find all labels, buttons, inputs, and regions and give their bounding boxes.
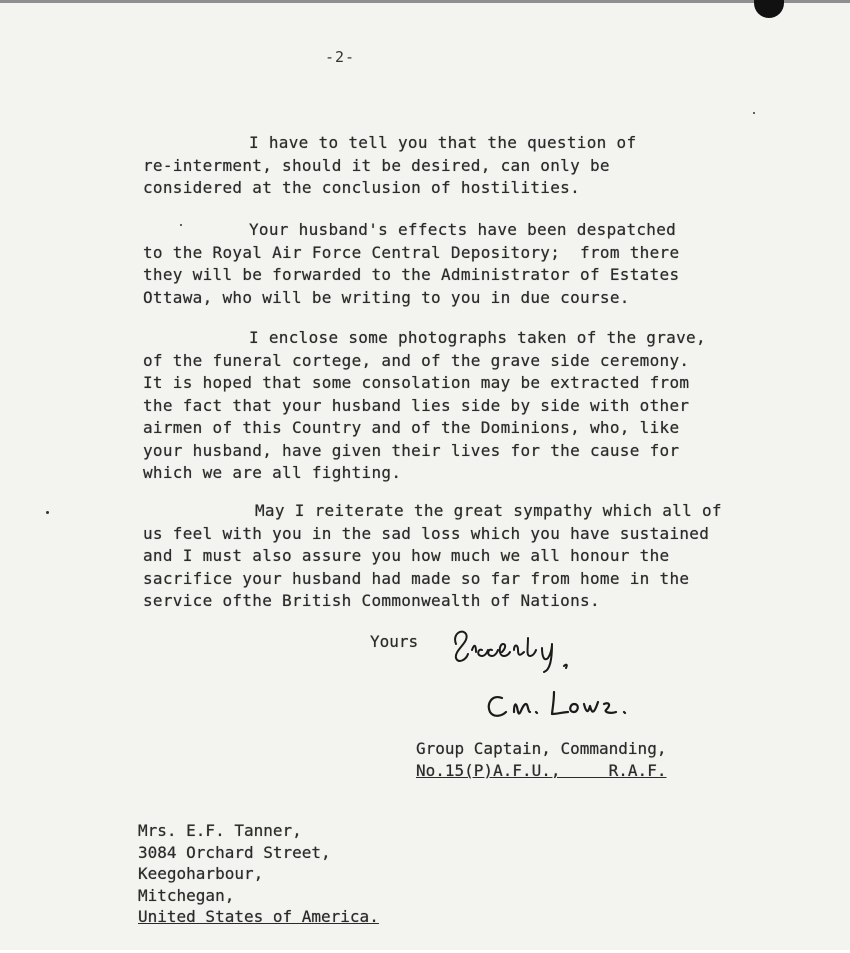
paragraph-photographs — [143, 327, 706, 485]
paragraph-sympathy — [143, 500, 722, 613]
recipient-name: Mrs. E.F. Tanner, — [138, 821, 302, 840]
paragraph-line: service ofthe British Commonwealth of Nations. — [143, 591, 600, 610]
handwritten-sincerely — [448, 614, 608, 674]
paragraph-line: us feel with you in the sad loss which you have sustained — [143, 523, 710, 543]
paragraph-line: of the funeral cortege, and of the grave side ceremony. — [143, 350, 690, 370]
paragraph-effects — [143, 219, 679, 309]
sender-title-block — [416, 738, 666, 782]
paragraph-line: re-interment, should it be desired, can only be — [143, 155, 610, 175]
recipient-state: Mitchegan, — [138, 885, 235, 905]
recipient-country: United States of America. — [138, 907, 379, 926]
paragraph-line: It is hoped that some consolation may be extracted from — [143, 373, 690, 392]
paragraph-line: which we are all fighting. — [143, 463, 402, 482]
paragraph-line: May I reiterate the great sympathy which all of — [255, 501, 722, 520]
paragraph-line: considered at the conclusion of hostilities. — [143, 178, 581, 197]
scan-top-edge — [0, 0, 850, 3]
paragraph-line: Ottawa, who will be writing to you in due course. — [143, 287, 630, 307]
handwritten-signature — [480, 682, 670, 732]
page-number: -2- — [325, 48, 356, 66]
ink-blot — [754, 0, 784, 18]
paragraph-line: I enclose some photographs taken of the grave, — [249, 328, 706, 347]
recipient-city: Keegoharbour, — [138, 864, 264, 883]
paragraph-line: airmen of this Country and of the Dominions, who, like — [143, 418, 680, 437]
ink-speck — [180, 224, 182, 226]
sender-rank: Group Captain, Commanding, — [416, 739, 667, 758]
recipient-address — [138, 820, 379, 928]
paragraph-reinterment — [143, 132, 636, 200]
ink-speck — [753, 112, 755, 114]
paragraph-line: they will be forwarded to the Administrator of Estates — [143, 265, 680, 284]
paragraph-line: Your husband's effects have been despatched — [249, 220, 677, 239]
sender-unit: No.15(P)A.F.U., R.A.F. — [416, 761, 667, 780]
paragraph-line: I have to tell you that the question of — [249, 133, 637, 152]
paragraph-line: sacrifice your husband had made so far from home in the — [143, 568, 690, 588]
closing-typed: Yours — [370, 632, 419, 651]
recipient-street: 3084 Orchard Street, — [138, 842, 331, 862]
paragraph-line: to the Royal Air Force Central Depository; from there — [143, 242, 680, 262]
ink-speck — [46, 511, 49, 514]
paragraph-line: and I must also assure you how much we all honour the — [143, 546, 670, 565]
paragraph-line: your husband, have given their lives for the cause for — [143, 440, 680, 460]
paragraph-line: the fact that your husband lies side by side with other — [143, 395, 690, 415]
